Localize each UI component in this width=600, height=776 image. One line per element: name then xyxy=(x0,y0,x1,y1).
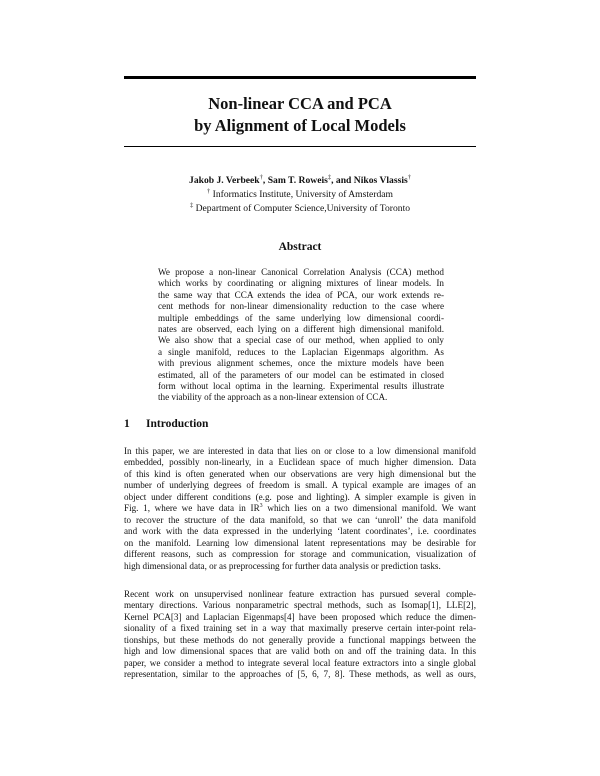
author-2-mark: ‡ xyxy=(327,173,332,181)
paragraph-line: object under different conditions (e.g. pose and lighting). A simpler example is given in xyxy=(124,491,476,502)
affiliation-1: † Informatics Institute, University of Amsterdam xyxy=(206,187,394,200)
abstract-line: We propose a non-linear Canonical Correlation Analysis (CCA) method xyxy=(158,267,444,277)
paragraph-line: high dimensional data, or as preprocessing for further data analysis or prediction tasks. xyxy=(124,560,441,571)
abstract-line: multiple embeddings of the same underlying low dimensional coordi- xyxy=(158,312,444,323)
abstract-line: cent methods for non-linear dimensionality reduction to the case where xyxy=(158,301,444,312)
intro-paragraph-2 xyxy=(124,589,476,681)
title-rule-top xyxy=(124,76,476,79)
paragraph-line: of this kind is often generated when our observations are very high dimensional but the xyxy=(124,468,476,479)
abstract-line: with previous alignment schemes, once the mixture models have been xyxy=(158,358,444,369)
abstract-line: nates are observed, each lying on a different high dimensional manifold. xyxy=(158,324,444,335)
paragraph-line: Kernel PCA[3] and Laplacian Eigenmaps[4] have been proposed which reduce the dimen- xyxy=(124,611,476,622)
author-1-mark: † xyxy=(259,173,263,181)
paragraph-line: to recover the structure of the data manifold, so that we can ‘unroll’ the data manifold xyxy=(124,514,476,525)
author-2: , Sam T. Roweis xyxy=(262,175,328,186)
abstract-heading: Abstract xyxy=(278,241,322,253)
affiliation-2: ‡ Department of Computer Science,University of Toronto xyxy=(189,201,411,214)
abstract-line: which works by coordinating or aligning mixtures of linear models. In xyxy=(158,278,444,289)
paragraph-line: on the manifold. Learning low dimensional latent representations may be desirable for xyxy=(124,537,476,548)
abstract-line: form without local optima in the learning. Experimental results illustrate xyxy=(158,381,444,392)
abstract-line: the viability of the approach as a non-linear extension of CCA. xyxy=(158,392,388,403)
section-heading-introduction xyxy=(124,418,208,430)
abstract-line: the same way that CCA extends the idea of PCA, our work extends re- xyxy=(158,289,444,300)
author-3-mark: † xyxy=(407,173,411,181)
math-r3: $IR^3$ xyxy=(250,503,263,514)
paper-title-line-1: Non-linear CCA and PCA xyxy=(208,94,392,113)
paragraph-line: Recent work on unsupervised nonlinear feature extraction has pursued several comple- xyxy=(124,589,476,599)
paragraph-line: mentary directions. Various nonparametric spectral methods, such as Isomap[1], LLE[2], xyxy=(124,600,476,611)
abstract-line: estimated, all of the parameters of our model can be estimated in closed xyxy=(158,369,444,380)
author-3: , and Nikos Vlassis xyxy=(331,175,408,186)
author-1: Jakob J. Verbeek xyxy=(189,175,260,186)
author-names xyxy=(124,174,476,188)
paragraph-line: representation, similar to the approaches of [5, 6, 7, 8]. These methods, as well as ours, xyxy=(124,669,476,680)
title-rule-bottom xyxy=(124,146,476,147)
paragraph-line: tionships, but these methods do not generally provide a functional mappings between the xyxy=(124,634,476,645)
paragraph-line: embedded, possibly non-linearly, in a Euclidean space of much higher dimension. Data xyxy=(124,457,476,468)
paragraph-line: number of underlying degrees of freedom is small. A typical example are images of an xyxy=(124,480,476,491)
abstract-line: We also show that a special case of our method, when applied to only xyxy=(158,335,444,346)
paragraph-line: high and low dimensional spaces that are valid both on and off the training data. In this xyxy=(124,646,476,657)
abstract-body xyxy=(158,267,444,404)
paragraph-line: In this paper, we are interested in data that lies on or close to a low dimensional manifold xyxy=(124,446,476,456)
paragraph-line: and work with the data expressed in the underlying ‘latent coordinates’, i.e. coordinates xyxy=(124,526,476,537)
intro-paragraph-1 xyxy=(124,446,476,572)
abstract-line: a single manifold, reduces to the Laplacian Eigenmaps algorithm. As xyxy=(158,346,444,357)
paper-title-line-2: by Alignment of Local Models xyxy=(194,116,406,135)
author-block xyxy=(124,174,476,216)
section-title: Introduction xyxy=(146,418,209,430)
paragraph-line: different reasons, such as compression for storage and communication, visualization of xyxy=(124,549,476,560)
paragraph-line: paper, we consider a method to integrate several local feature extractors into a single global xyxy=(124,657,476,668)
section-number: 1 xyxy=(124,418,130,430)
paragraph-line-with-math: Fig. 1, where we have data in $IR^3$ which lies on a two dimensional manifold. We want xyxy=(124,503,477,514)
paragraph-line: sionality of a fixed training set in a way that maximally preserve certain inter-point rela- xyxy=(124,623,476,634)
